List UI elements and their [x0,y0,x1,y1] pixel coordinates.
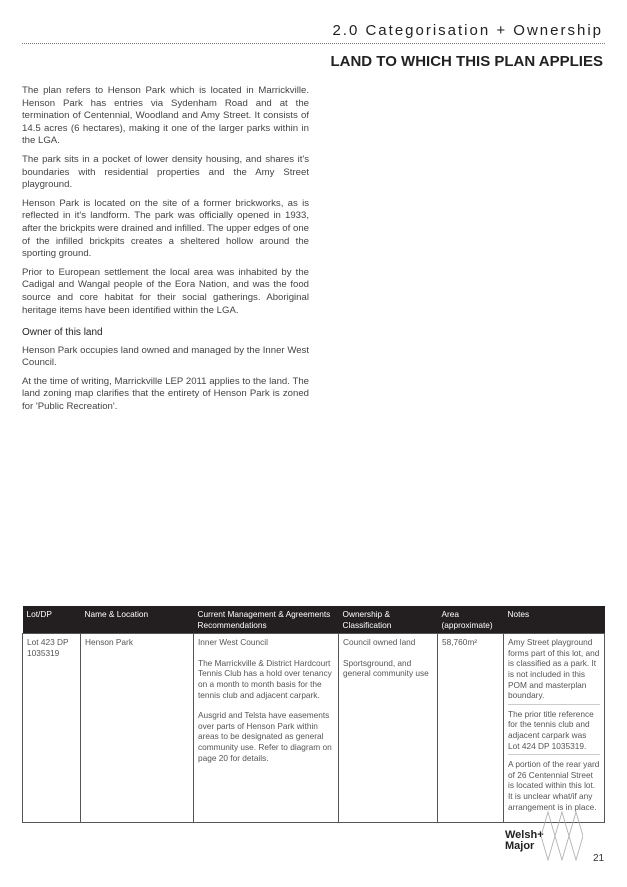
note: The prior title reference for the tennis club and adjacent carpark was Lot 424 DP 1035319. [508,709,600,755]
management-text: Ausgrid and Telsta have easements over parts of Henson Park within areas to be designated as general community use. Refer to diagram on page 20 for details. [198,710,332,763]
cell-notes [504,634,605,823]
cell-ownership [339,634,438,823]
body-text [22,85,309,420]
paragraph: Henson Park occupies land owned and managed by the Inner West Council. [22,344,309,369]
page-title: LAND TO WHICH THIS PLAN APPLIES [330,53,603,70]
section-heading: 2.0 Categorisation + Ownership [332,22,603,39]
paragraph: Prior to European settlement the local area was inhabited by the Cadigal and Wangal people of the Eora Nation, and was the food source and core habitat for their social gatherings. Aboriginal heritage items have been identified within the LGA. [22,266,309,316]
dotted-divider [22,43,605,44]
management-text: Inner West Council [198,637,268,648]
paragraph: The plan refers to Henson Park which is located in Marrickville. Henson Park has entries via Sydenham Road and at the termination of Centennial, Woodland and Amy Street. It consists of 14.5 acres (6 hectares), making it one of the larger parks within in the LGA. [22,85,309,147]
cell-lot: Lot 423 DP 1035319 [23,634,81,823]
welsh-major-logo [505,830,544,852]
page-number: 21 [593,853,605,864]
paragraph: The park sits in a pocket of lower density housing, and shares it's boundaries with residential properties and the Amy Street playground. [22,153,309,191]
header-ownership: Ownership & Classification [339,606,438,634]
management-text: The Marrickville & District Hardcourt Tennis Club has a hold over tenancy on a month to month basis for the tennis club and adjacent carpark. [198,657,332,700]
owner-heading: Owner of this land [22,327,103,339]
land-table [22,606,605,823]
logo-diamond-icon [541,810,583,862]
header-lot: Lot/DP [23,606,81,634]
header-name: Name & Location [81,606,194,634]
paragraph: Henson Park is located on the site of a former brickworks, as is reflected in it's landform. The park was officially opened in 1933, after the brickpits were drained and infilled. The upper edges of one of the infilled brickpits creates a sheltered hollow around the sporting ground. [22,197,309,260]
ownership-text: Sportsground, and general community use [343,657,429,679]
cell-area: 58,760m² [438,634,504,823]
logo-line: Welsh+ [505,829,544,841]
header-notes: Notes [504,606,605,634]
header-management: Current Management & Agreements Recommendations [194,606,339,634]
table-header-row [23,606,605,634]
ownership-text: Council owned land [343,637,416,648]
table-row [23,634,605,823]
note: Amy Street playground forms part of this lot, and is classified as a park. It is not included in this POM and masterplan boundary. [508,637,600,705]
header-area: Area (approximate) [438,606,504,634]
note: A portion of the rear yard of 26 Centennial Street is located within this lot. It is unclear what/if any arrangement is in place. [508,759,600,812]
cell-management [194,634,339,823]
cell-name: Henson Park [81,634,194,823]
paragraph: At the time of writing, Marrickville LEP 2011 applies to the land. The land zoning map clarifies that the entirety of Henson Park is zoned for 'Public Recreation'. [22,375,309,413]
logo-line: Major [505,840,535,852]
